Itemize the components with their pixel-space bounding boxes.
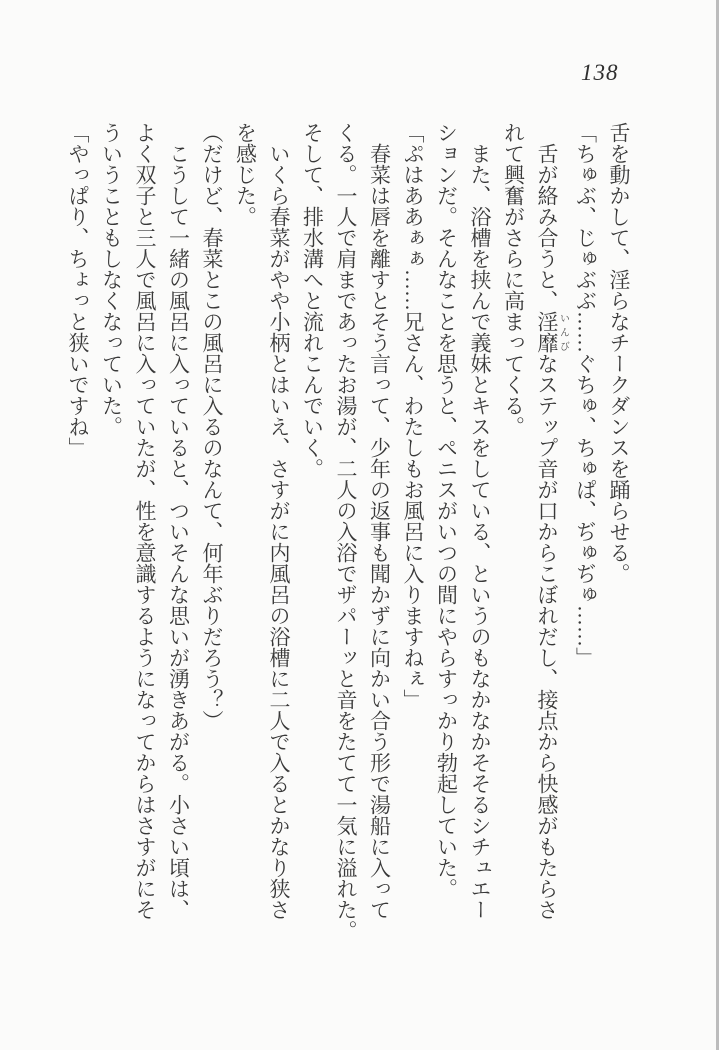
page-number: 138 [581, 60, 619, 85]
paragraph: また、浴槽を挟んで義妹とキスをしている、というのもなかなかそそるシチュエーションだ。そんなことを思うと、ペニスがいつの間にやらすっかり勃起していた。 [434, 122, 492, 920]
paragraph: いくら春菜がやや小柄とはいえ、さすがに内風呂の浴槽に二人で入るとかなり狭さを感じた。 [233, 122, 291, 920]
paragraph: （だけど、春菜とこの風呂に入るのなんて、何年ぶりだろう？） [200, 122, 224, 731]
paragraph: 舌を動かして、淫らなチークダンスを踊らせる。 [607, 122, 631, 584]
paragraph: こうして一緒の風呂に入っていると、ついそんな思いが湧きあがる。小さい頃は、よく双子と三人で風呂に入っていたが、性を意識するようになってからはさすがにそういうこともしなくなっていた。 [99, 122, 191, 920]
page-edge-margin [719, 0, 725, 1050]
squeezed-punctuation: 。 [334, 920, 358, 931]
body-text [61, 122, 636, 934]
paragraph: 舌が絡み合うと、淫靡いんびなステップ音が口からこぼれだし、接点から快感がもたらされて興奮がさらに高まってくる。 [501, 122, 569, 920]
ruby-annotated-word: 淫靡いんび [535, 311, 569, 353]
paragraph: 「ちゅぶ、じゅぶぶ……ぐちゅ、ちゅぱ、ぢゅぢゅ……」 [573, 122, 598, 668]
paragraph: 春菜は唇を離すとそう言って、少年の返事も聞かずに向かい合う形で湯船に入ってくる。一人で肩まであったお湯が、二人の入浴でザパーッと音をたてて一気に溢れた。そして、排水溝へと流れこんでいく。 [300, 122, 392, 931]
paragraph: 「やっぱり、ちょっと狭いですね」 [66, 122, 90, 458]
paragraph: 「ぷはああぁぁ……兄さん、わたしもお風呂に入りますねぇ」 [401, 122, 425, 710]
